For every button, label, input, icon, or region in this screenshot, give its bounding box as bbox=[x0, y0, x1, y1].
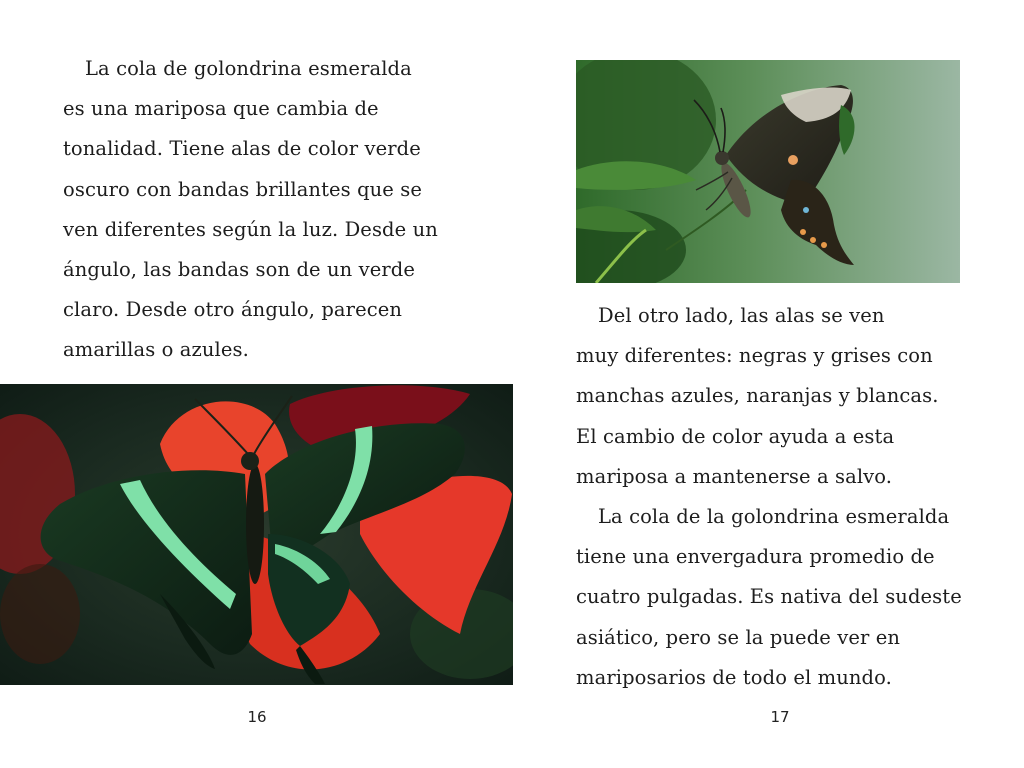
text-line: ven diferentes según la luz. Desde un bbox=[63, 217, 438, 241]
text-line: El cambio de color ayuda a esta bbox=[576, 424, 895, 448]
text-line: claro. Desde otro ángulo, parecen bbox=[63, 298, 403, 322]
text-line: asiático, pero se la puede ver en bbox=[576, 625, 900, 649]
left-body-text bbox=[63, 49, 503, 371]
text-line: mariposa a mantenerse a salvo. bbox=[576, 464, 893, 488]
text-line: muy diferentes: negras y grises con bbox=[576, 344, 933, 368]
text-line: cuatro pulgadas. Es nativa del sudeste bbox=[576, 585, 962, 609]
page-number: 16 bbox=[247, 708, 267, 726]
text-line: tonalidad. Tiene alas de color verde bbox=[63, 137, 421, 161]
text-line: ángulo, las bandas son de un verde bbox=[63, 258, 415, 282]
butterfly-open-wings-photo bbox=[0, 384, 513, 685]
text-line: La cola de la golondrina esmeralda bbox=[598, 505, 950, 529]
butterfly-open-wings-icon bbox=[0, 384, 513, 685]
page-number: 17 bbox=[770, 708, 790, 726]
text-line: manchas azules, naranjas y blancas. bbox=[576, 384, 939, 408]
butterfly-side-view-icon bbox=[576, 60, 960, 283]
butterfly-side-view-photo bbox=[576, 60, 960, 283]
right-body-text bbox=[576, 296, 1016, 698]
text-line: oscuro con bandas brillantes que se bbox=[63, 177, 422, 201]
text-line: mariposarios de todo el mundo. bbox=[576, 665, 892, 689]
text-line: La cola de golondrina esmeralda bbox=[85, 57, 412, 80]
text-line: es una mariposa que cambia de bbox=[63, 97, 379, 121]
text-line: tiene una envergadura promedio de bbox=[576, 545, 935, 569]
right-page bbox=[512, 0, 1024, 768]
text-line: Del otro lado, las alas se ven bbox=[598, 304, 885, 327]
text-line: amarillas o azules. bbox=[63, 338, 249, 362]
